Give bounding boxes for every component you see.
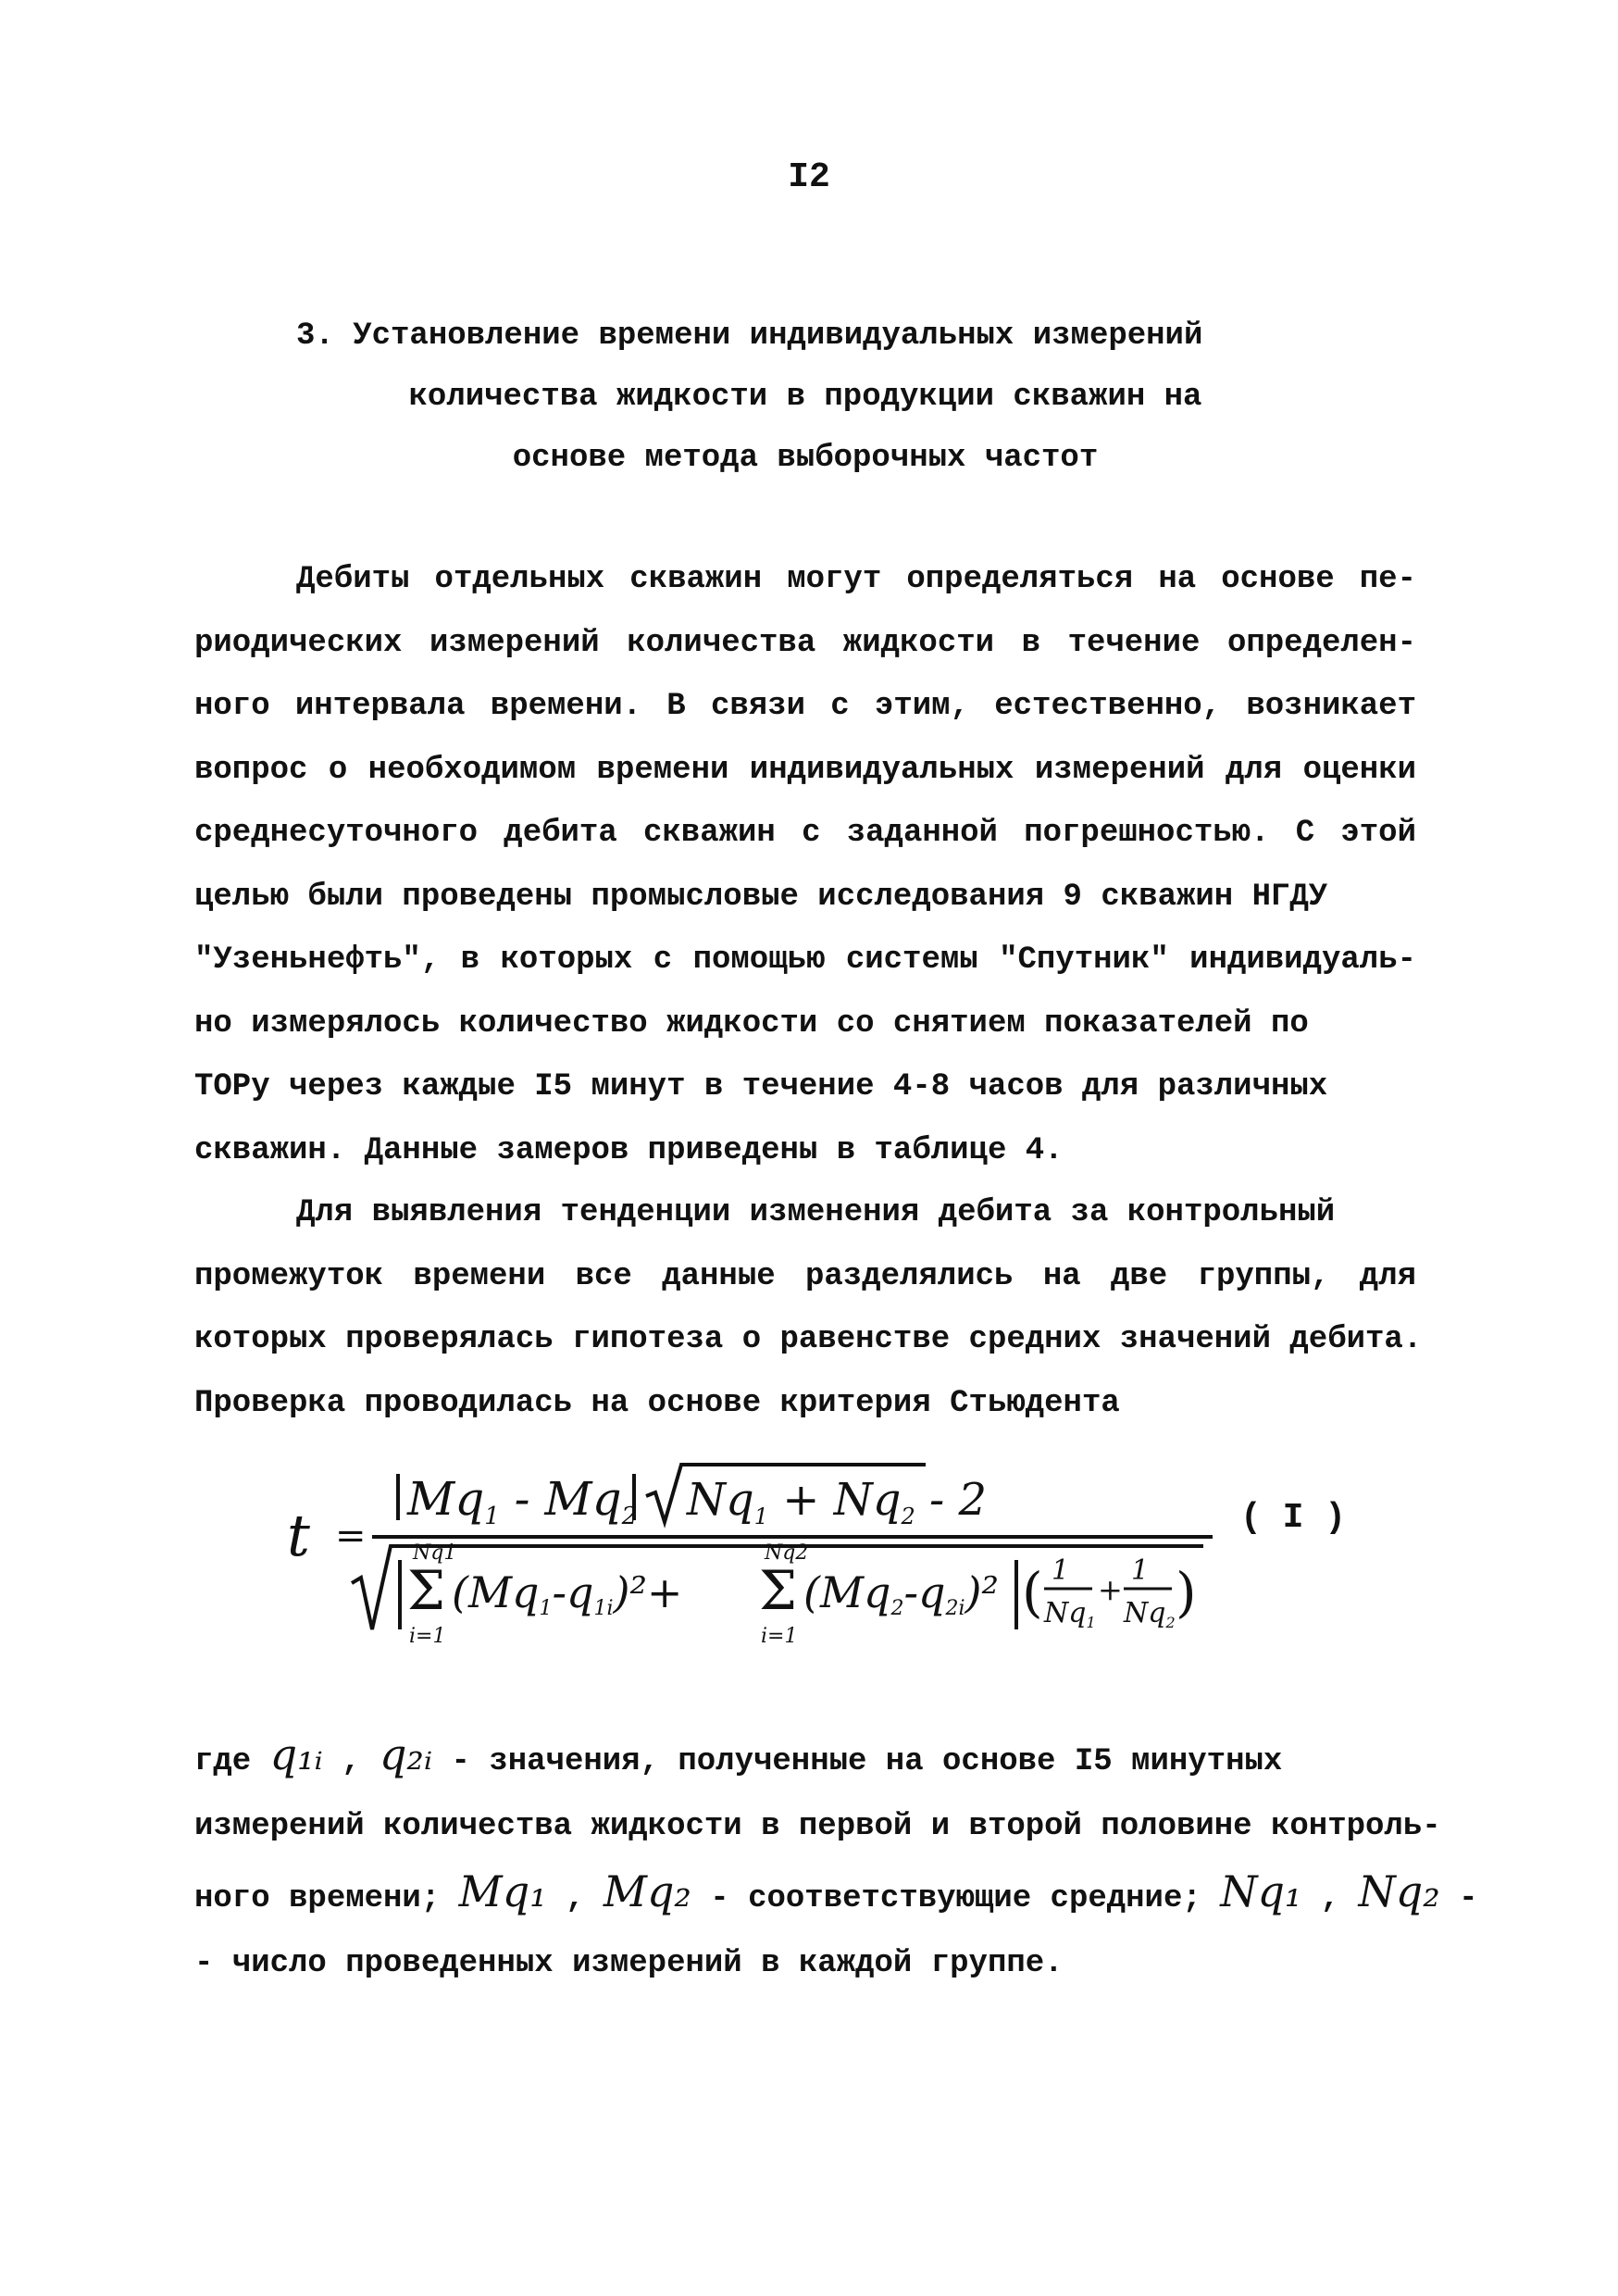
formula-lhs: t: [287, 1502, 310, 1569]
text-line: ТОРу через каждые I5 минут в течение 4-8 часов для различных: [194, 1069, 1328, 1104]
svg-text:1: 1: [1052, 1554, 1070, 1587]
heading-line: основе метода выборочных частот: [512, 441, 1099, 476]
text-line: целью были проведены промысловые исследования 9 скважин НГДУ: [194, 879, 1328, 915]
paragraph-2: [194, 1181, 1423, 1435]
svg-text:i=1: i=1: [409, 1625, 446, 1648]
svg-text:1: 1: [1131, 1554, 1150, 1587]
heading-line: количества жидкости в продукции скважин на: [408, 380, 1202, 415]
heading-line: 3. Установление времени индивидуальных измерений: [296, 318, 1203, 354]
text-line: [194, 1859, 1478, 1931]
symbol-Nq2: Nq₂: [1358, 1866, 1440, 1916]
paragraph-1: [194, 548, 1416, 1182]
svg-text:Σ: Σ: [407, 1559, 446, 1622]
where-clause: [194, 1722, 1478, 1996]
symbol-Mq2: Mq₂: [603, 1866, 691, 1916]
formula-denominator: [352, 1541, 1203, 1648]
symbol-q2i: q₂ᵢ: [379, 1729, 433, 1779]
svg-text:Nq2: $Nq_2$: [1124, 1597, 1176, 1631]
separator: ,: [566, 1881, 585, 1916]
where-text: ного времени;: [194, 1881, 441, 1916]
svg-text:Mq1 - Mq2: $Mq_1 - Mq_2$: [407, 1472, 638, 1530]
where-text: - значения, полученные на основе I5 минутных: [451, 1744, 1283, 1779]
formula-number: ( I ): [1240, 1498, 1347, 1538]
text-line: Для выявления тенденции изменения дебита за контрольный: [296, 1195, 1336, 1230]
text-line: Дебиты отдельных скважин могут определяться на основе пе-: [296, 562, 1416, 597]
text-line: измерений количества жидкости в первой и второй половине контроль-: [194, 1809, 1441, 1844]
symbol-q1i: q₁ᵢ: [269, 1729, 323, 1779]
where-text: -: [1459, 1881, 1478, 1916]
separator: ,: [1320, 1881, 1340, 1916]
svg-text:): ): [1176, 1561, 1197, 1624]
formula-drawing: [268, 1444, 1240, 1666]
text-line: которых проверялась гипотеза о равенстве средних значений дебита.: [194, 1322, 1423, 1357]
svg-text:Nq1: Nq1: [413, 1541, 457, 1565]
formula-numerator: [398, 1465, 987, 1530]
text-line: среднесуточного дебита скважин с заданной погрешностью. С этой: [194, 816, 1416, 851]
svg-text:i=1: i=1: [761, 1625, 798, 1648]
text-line: вопрос о необходимом времени индивидуальных измерений для оценки: [194, 752, 1416, 788]
text-line: - число проведенных измерений в каждой группе.: [194, 1946, 1064, 1981]
formula-eq: =: [335, 1515, 367, 1557]
section-heading: [278, 306, 1333, 489]
symbol-Mq1: Mq₁: [458, 1866, 547, 1916]
text-line: скважин. Данные замеров приведены в таблице 4.: [194, 1132, 1064, 1168]
svg-text:(: (: [1022, 1561, 1043, 1624]
svg-text:(Mq1-q1i)²+: (Mq1-q1i)²+: [452, 1567, 683, 1620]
page-number: I2: [788, 157, 830, 197]
separator: ,: [342, 1744, 361, 1779]
text-line: риодических измерений количества жидкости в течение определен-: [194, 625, 1416, 661]
svg-text:(Mq2-q2i)²: (Mq2-q2i)²: [803, 1567, 999, 1620]
text-line: [194, 1722, 1416, 1794]
svg-text:Σ: Σ: [759, 1559, 798, 1622]
text-line: Проверка проводилась на основе критерия Стьюдента: [194, 1385, 1120, 1421]
text-line: но измерялось количество жидкости со снятием показателей по: [194, 1005, 1309, 1042]
svg-text:Nq1 + Nq2 - 2: $Nq_1 + Nq_2 - 2$: [687, 1474, 988, 1529]
text-line: промежуток времени все данные разделялись на две группы, для: [194, 1258, 1416, 1294]
text-line: ного интервала времени. В связи с этим, естественно, возникает: [194, 689, 1416, 724]
where-text: - соответствующие средние;: [710, 1881, 1201, 1916]
symbol-Nq1: Nq₁: [1220, 1866, 1302, 1916]
where-word: где: [194, 1744, 252, 1779]
svg-text:+: +: [1098, 1572, 1123, 1607]
student-t-formula: [268, 1444, 1361, 1666]
svg-text:Nq2: Nq2: [765, 1541, 809, 1565]
svg-text:Nq1: $Nq_1$: [1044, 1597, 1096, 1631]
text-line: "Узеньнефть", в которых с помощью системы "Спутник" индивидуаль-: [194, 942, 1416, 978]
